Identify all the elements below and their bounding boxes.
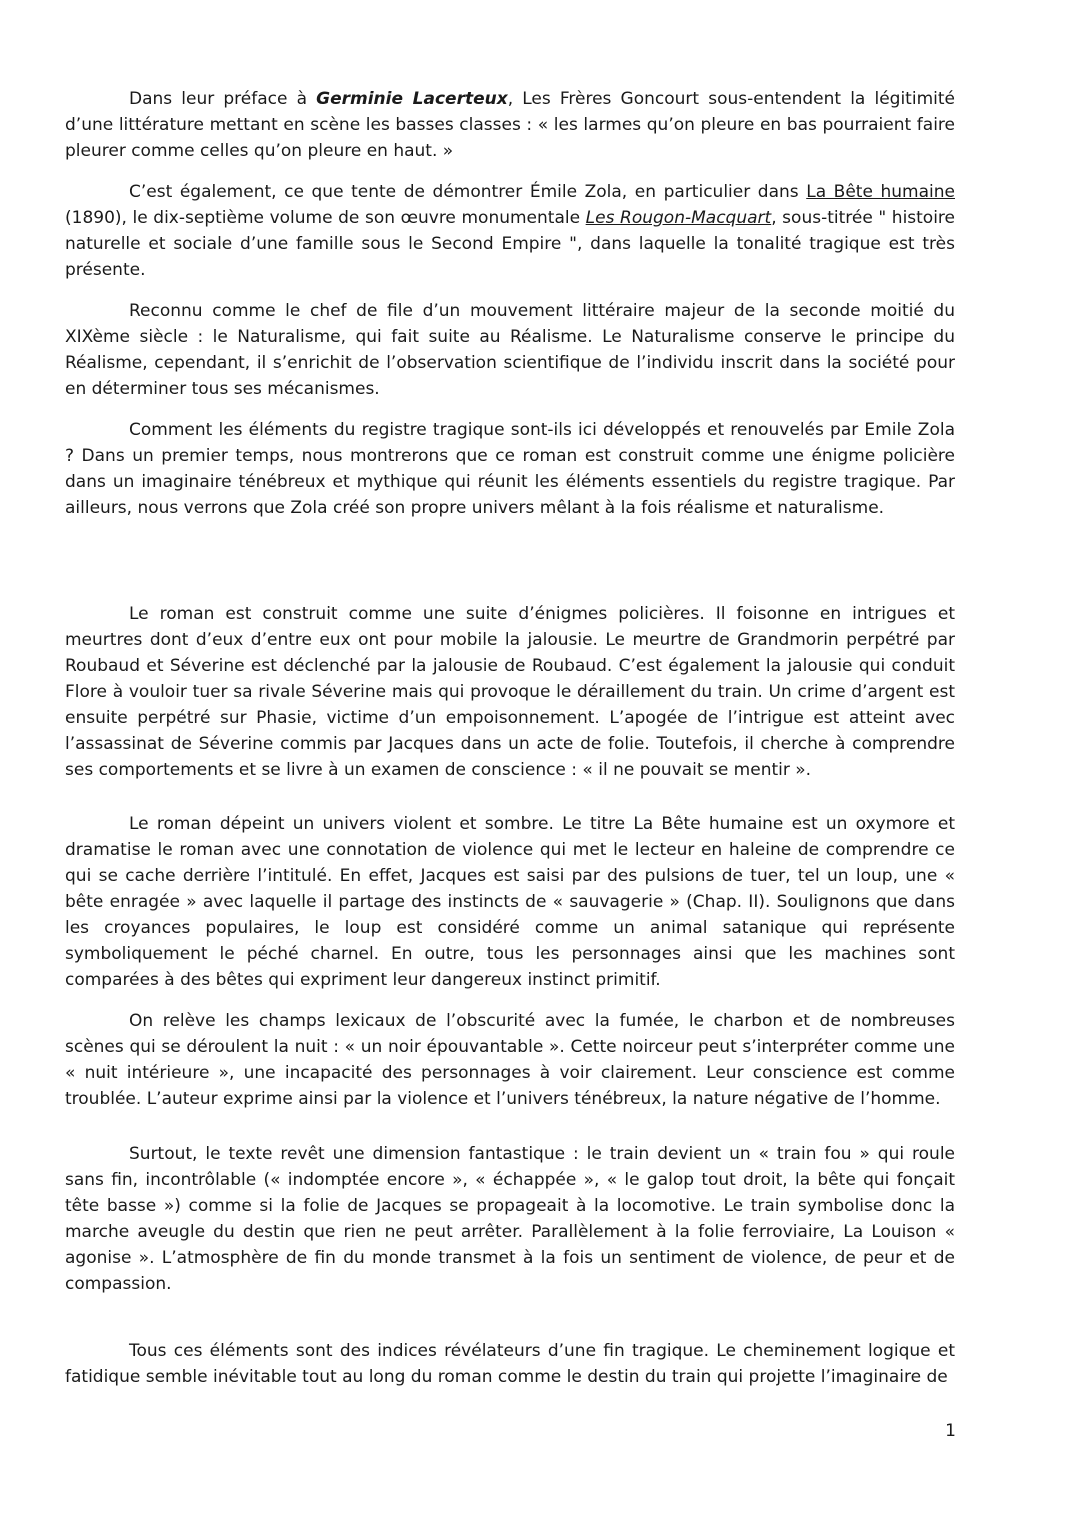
p2-series-title: Les Rougon-Macquart	[585, 208, 772, 228]
p1-text-2: , Les Frères Goncourt sous-entendent la légitimité d’une littérature mettant en scène les basses classes : « les larmes qu’on pleure en bas pourraient faire pleurer comme celles qu’on pleure en haut. »	[65, 89, 955, 161]
p2-text-1: C’est également, ce que tente de démontrer Émile Zola, en particulier dans	[129, 182, 807, 202]
paragraph-1	[65, 86, 955, 164]
paragraph-5	[65, 601, 955, 783]
p4-text: Comment les éléments du registre tragique sont-ils ici développés et renouvelés par Emile Zola ? Dans un premier temps, nous montrerons que ce roman est construit comme une énigme policière dans un imaginaire ténébreux et mythique qui réunit les éléments essentiels du registre tragique. Par ailleurs, nous verrons que Zola créé son propre univers mêlant à la fois réalisme et naturalisme.	[65, 420, 955, 518]
p1-text-1: Dans leur préface à	[129, 89, 317, 109]
paragraph-2	[65, 179, 955, 283]
p9-text: Tous ces éléments sont des indices révélateurs d’une fin tragique. Le cheminement logique et fatidique semble inévitable tout au long du roman comme le destin du train qui projette l’imaginaire de	[65, 1341, 955, 1387]
document-body	[65, 86, 955, 1390]
paragraph-4	[65, 417, 955, 521]
paragraph-3	[65, 298, 955, 402]
page-number: 1	[945, 1421, 956, 1441]
paragraph-6	[65, 811, 955, 993]
p2-text-3: , sous-titrée " histoire naturelle et sociale d’une famille sous le Second Empire ", dans laquelle la tonalité tragique est très présente.	[65, 208, 956, 280]
p5-text: Le roman est construit comme une suite d’énigmes policières. Il foisonne en intrigues et meurtres dont d’eux d’entre eux ont pour mobile la jalousie. Le meurtre de Grandmorin perpétré par Roubaud et Séverine est déclenché par la jalousie de Roubaud. C’est également la jalousie qui conduit Flore à vouloir tuer sa rivale Séverine mais qui provoque le déraillement du train. Un crime d’argent est ensuite perpétré sur Phasie, victime d’un empoisonnement. L’apogée de l’intrigue est atteint avec l’assassinat de Séverine commis par Jacques dans un acte de folie. Toutefois, il cherche à comprendre ses comportements et se livre à un examen de conscience : « il ne pouvait se mentir ».	[65, 604, 955, 780]
p6-text: Le roman dépeint un univers violent et sombre. Le titre La Bête humaine est un oxymore et dramatise le roman avec une connotation de violence qui met le lecteur en haleine de comprendre ce qui se cache derrière l’intitulé. En effet, Jacques est saisi par des pulsions de tuer, tel un loup, une « bête enragée » avec laquelle il partage des instincts de « sauvagerie » (Chap. II). Soulignons que dans les croyances populaires, le loup est considéré comme un animal satanique qui représente symboliquement le péché charnel. En outre, tous les personnages ainsi que les machines sont comparées à des bêtes qui expriment leur dangereux instinct primitif.	[65, 814, 955, 990]
p2-book-title: La Bête humaine	[806, 182, 955, 202]
p7-text: On relève les champs lexicaux de l’obscurité avec la fumée, le charbon et de nombreuses scènes qui se déroulent la nuit : « un noir épouvantable ». Cette noirceur peut s’interpréter comme une « nuit intérieure », une incapacité des personnages à voir clairement. Leur conscience est comme troublée. L’auteur exprime ainsi par la violence et l’univers ténébreux, la nature négative de l’homme.	[65, 1011, 955, 1109]
p1-book-title: Germinie Lacerteux	[316, 89, 508, 109]
p8-text: Surtout, le texte revêt une dimension fantastique : le train devient un « train fou » qui roule sans fin, incontrôlable (« indomptée encore », « échappée », « le galop tout droit, la bête qui fonçait tête basse ») comme si la folie de Jacques se propageait à la locomotive. Le train symbolise donc la marche aveugle du destin que rien ne peut arrêter. Parallèlement à la folie ferroviaire, La Louison « agonise ». L’atmosphère de fin du monde transmet à la fois un sentiment de violence, de peur et de compassion.	[65, 1144, 955, 1294]
p2-text-2: (1890), le dix-septième volume de son œuvre monumentale	[65, 208, 586, 228]
paragraph-8	[65, 1141, 955, 1297]
paragraph-7	[65, 1008, 955, 1112]
paragraph-9	[65, 1338, 955, 1390]
p3-text: Reconnu comme le chef de file d’un mouvement littéraire majeur de la seconde moitié du XIXème siècle : le Naturalisme, qui fait suite au Réalisme. Le Naturalisme conserve le principe du Réalisme, cependant, il s’enrichit de l’observation scientifique de l’individu inscrit dans la société pour en déterminer tous ses mécanismes.	[65, 301, 955, 399]
